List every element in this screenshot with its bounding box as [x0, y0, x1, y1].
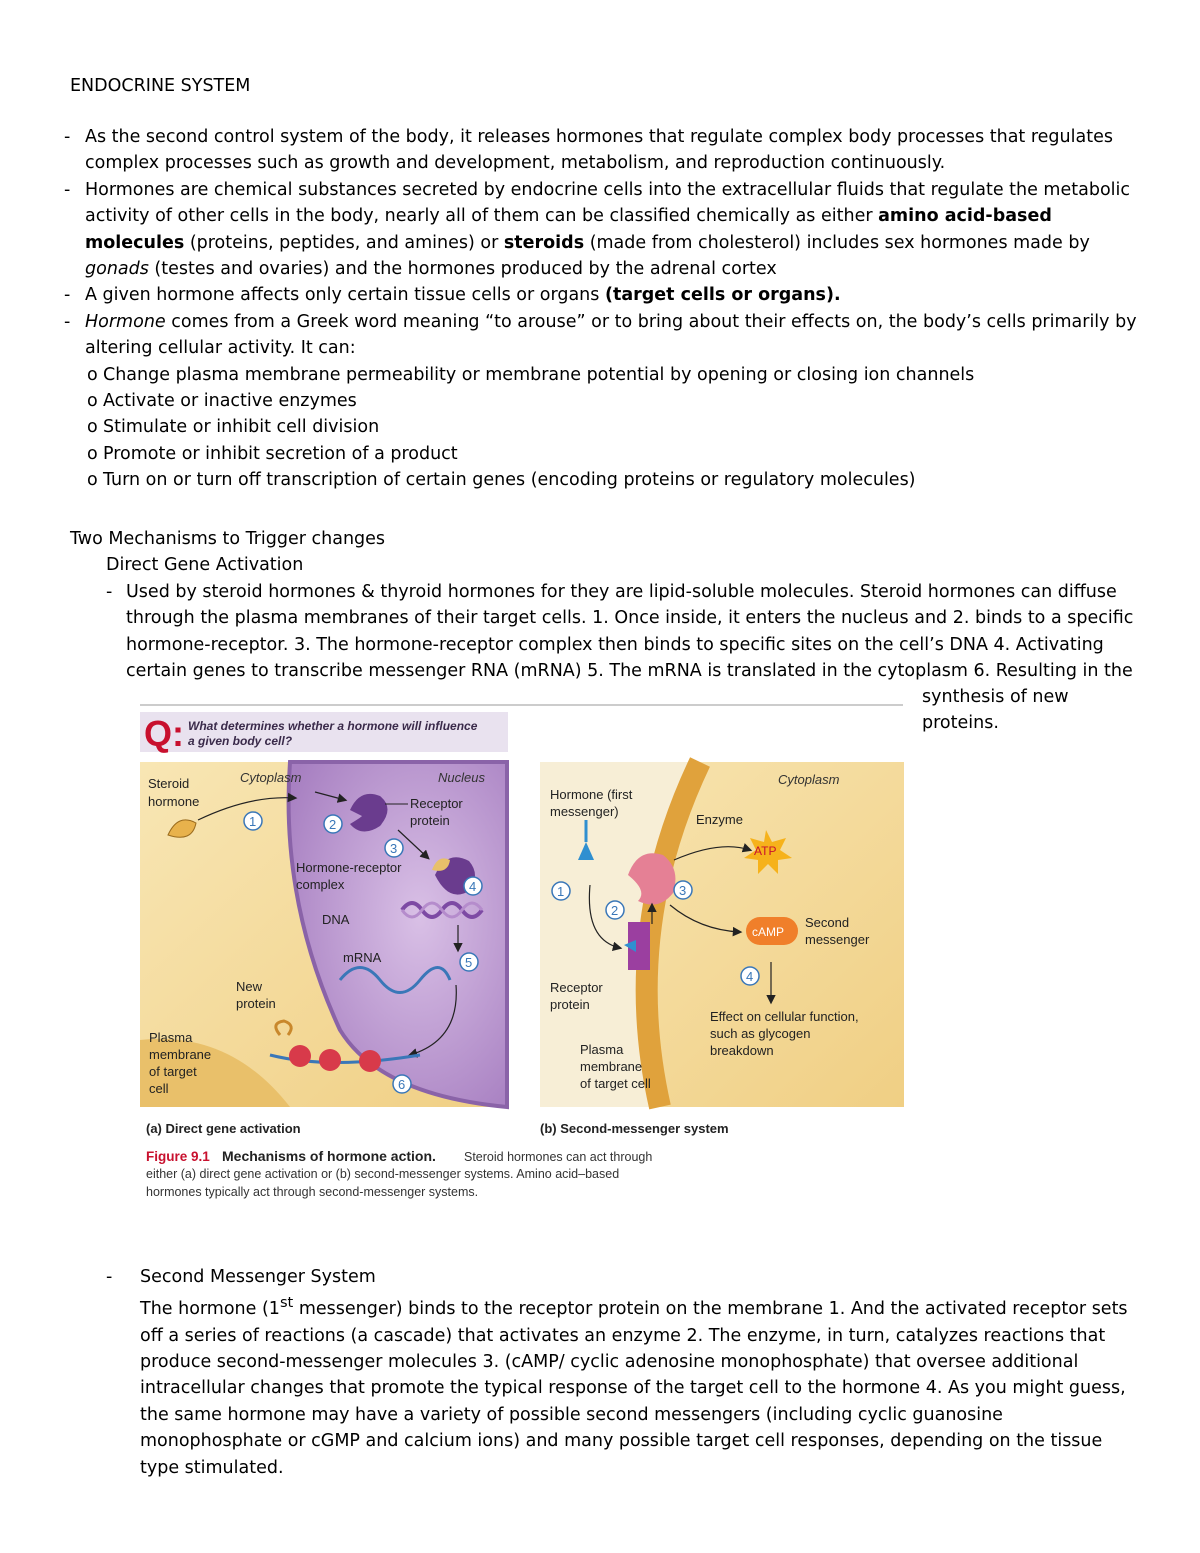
subsection-title: Second Messenger System — [140, 1267, 376, 1287]
label-steroid: Steroid — [148, 776, 190, 791]
question-line-2: a given body cell? — [188, 734, 293, 748]
sub-list — [85, 362, 1142, 494]
label-cytoplasm: Cytoplasm — [240, 770, 302, 785]
svg-text:3: 3 — [390, 841, 398, 856]
question-line-1: What determines whether a hormone will influence — [188, 719, 478, 733]
label-second-messenger: messenger — [805, 932, 870, 947]
figure-caption-line-3: hormones typically act through second-messenger systems. — [146, 1185, 479, 1199]
list-item: - Used by steroid hormones & thyroid hormones for they are lipid-soluble molecules. Steroid hormones can diffuse through the plasma membranes of their target cells. 1. Once inside, it enters the nucleus and 2. binds to a specific hormone-receptor. 3. The hormone-receptor complex then binds to specific sites on the cell’s DNA 4. Activating certain genes to transcribe messenger RNA (mRNA) 5. The mRNA is translated in the cytoplasm 6. Resulting in the — [104, 579, 1134, 685]
subsection-title: Direct Gene Activation — [106, 555, 304, 575]
list-item: - As the second control system of the body, it releases hormones that regulate complex body processes that regulates complex processes such as growth and development, metabolism, and reproduction continuously. — [62, 124, 1142, 177]
label-effect: Effect on cellular function, — [710, 1009, 859, 1024]
label-membrane: membrane — [580, 1059, 643, 1074]
panel-b-second-messenger — [540, 762, 904, 1107]
sub-list-item: o Turn on or turn off transcription of certain genes (encoding proteins or regulatory molecules) — [87, 467, 1142, 493]
label-hormone-first: Hormone (first — [550, 787, 633, 802]
ribosome-shape — [289, 1045, 311, 1067]
list-item: - A given hormone affects only certain tissue cells or organs (target cells or organs). — [62, 282, 1142, 308]
label-plasma: Plasma — [149, 1030, 193, 1045]
label-cytoplasm: Cytoplasm — [778, 772, 840, 787]
direct-gene-list — [104, 579, 1134, 685]
q-mark: Q: — [144, 713, 184, 754]
label-receptor: Receptor — [410, 796, 463, 811]
list-item: - Hormone comes from a Greek word meaning “to arouse” or to bring about their effects on, the body’s cells primarily by altering cellular activity. It can: o Change plasma membrane permeability or membrane potential by opening or closing ion channels o Activate or inactive enzymes o Stimulate or inhibit cell division o Promote or inhibit secretion of a product o Turn on or turn off transcription of certain genes (encoding proteins or regulatory molecules) — [62, 309, 1142, 494]
label-new: New — [236, 979, 263, 994]
svg-text:4: 4 — [746, 969, 754, 984]
label-messenger: messenger) — [550, 804, 619, 819]
label-receptor-protein: protein — [550, 997, 590, 1012]
label-of-target: of target — [149, 1064, 197, 1079]
bold-term: amino acid-based molecules — [85, 206, 1052, 253]
second-messenger-paragraph: The hormone (1st messenger) binds to the receptor protein on the membrane 1. And the activated receptor sets off a series of reactions (a cascade) that activates an enzyme 2. The enzyme, in turn, catalyzes reactions that produce second-messenger molecules 3. (cAMP/ cyclic adenosine monophosphate) that oversee additional intracellular changes that promote the typical response of the target cell to the hormone 4. As you might guess, the same hormone may have a variety of possible second messengers (including cyclic guanosine monophosphate or cGMP and calcium ions) and many possible target cell responses, depending on the tissue type stimulated. — [140, 1294, 1128, 1478]
sub-list-item: o Activate or inactive enzymes — [87, 388, 1142, 414]
italic-term: gonads — [85, 259, 149, 280]
svg-text:1: 1 — [249, 814, 257, 829]
label-cell: cell — [149, 1081, 169, 1096]
svg-text:6: 6 — [398, 1077, 406, 1092]
label-receptor-protein: protein — [410, 813, 450, 828]
label-nucleus: Nucleus — [438, 770, 485, 785]
list-dash: - — [106, 1267, 113, 1287]
figure-hormone-action — [140, 700, 910, 1210]
bold-term: steroids — [503, 232, 585, 253]
svg-text:2: 2 — [611, 903, 619, 918]
svg-text:1: 1 — [557, 884, 565, 899]
label-of-target-cell: of target cell — [580, 1076, 651, 1091]
label-receptor: Receptor — [550, 980, 603, 995]
label-dna: DNA — [322, 912, 350, 927]
italic-term: Hormone — [85, 311, 166, 332]
panel-a-caption: (a) Direct gene activation — [146, 1121, 301, 1136]
label-second: Second — [805, 915, 850, 930]
sub-list-item: o Change plasma membrane permeability or membrane potential by opening or closing ion channels — [87, 362, 1142, 388]
direct-gene-text-tail: synthesis of new proteins. — [922, 687, 1069, 734]
figure-label: Figure 9.1 — [146, 1149, 210, 1164]
sub-list-item: o Promote or inhibit secretion of a product — [87, 441, 1142, 467]
sub-list-item: o Stimulate or inhibit cell division — [87, 414, 1142, 440]
label-protein: protein — [236, 996, 276, 1011]
list-item: - Hormones are chemical substances secreted by endocrine cells into the extracellular fluids that regulate the metabolic activity of other cells in the body, nearly all of them can be classified chemically as either amino acid-based molecules (proteins, peptides, and amines) or steroids (made from cholesterol) includes sex hormones made by gonads (testes and ovaries) and the hormones produced by the adrenal cortex — [62, 177, 1142, 283]
label-membrane: membrane — [149, 1047, 212, 1062]
panel-a-direct-gene-activation — [140, 762, 507, 1107]
label-glycogen: such as glycogen — [710, 1026, 811, 1041]
second-messenger-section — [104, 1264, 1134, 1481]
label-hormone-receptor: Hormone-receptor — [296, 860, 402, 875]
label-atp: ATP — [754, 844, 777, 858]
svg-text:3: 3 — [679, 883, 687, 898]
label-hormone: hormone — [148, 794, 200, 809]
bold-term: (target cells or organs). — [604, 285, 841, 306]
svg-text:4: 4 — [469, 879, 477, 894]
panel-b-caption: (b) Second-messenger system — [540, 1121, 729, 1136]
label-plasma: Plasma — [580, 1042, 624, 1057]
svg-text:2: 2 — [329, 817, 337, 832]
label-enzyme: Enzyme — [696, 812, 743, 827]
label-breakdown: breakdown — [710, 1043, 774, 1058]
page-title: ENDOCRINE SYSTEM — [70, 76, 251, 96]
svg-text:5: 5 — [465, 955, 473, 970]
figure-caption-line-2: either (a) direct gene activation or (b) second-messenger systems. Amino acid–based — [146, 1167, 620, 1181]
label-mrna: mRNA — [343, 950, 382, 965]
label-complex: complex — [296, 877, 345, 892]
section-title: Two Mechanisms to Trigger changes — [70, 529, 386, 549]
label-camp: cAMP — [752, 925, 785, 939]
intro-bullet-list — [62, 124, 1142, 494]
figure-caption-title: Mechanisms of hormone action. — [222, 1148, 436, 1164]
figure-caption-line-1: Steroid hormones can act through — [464, 1150, 653, 1164]
